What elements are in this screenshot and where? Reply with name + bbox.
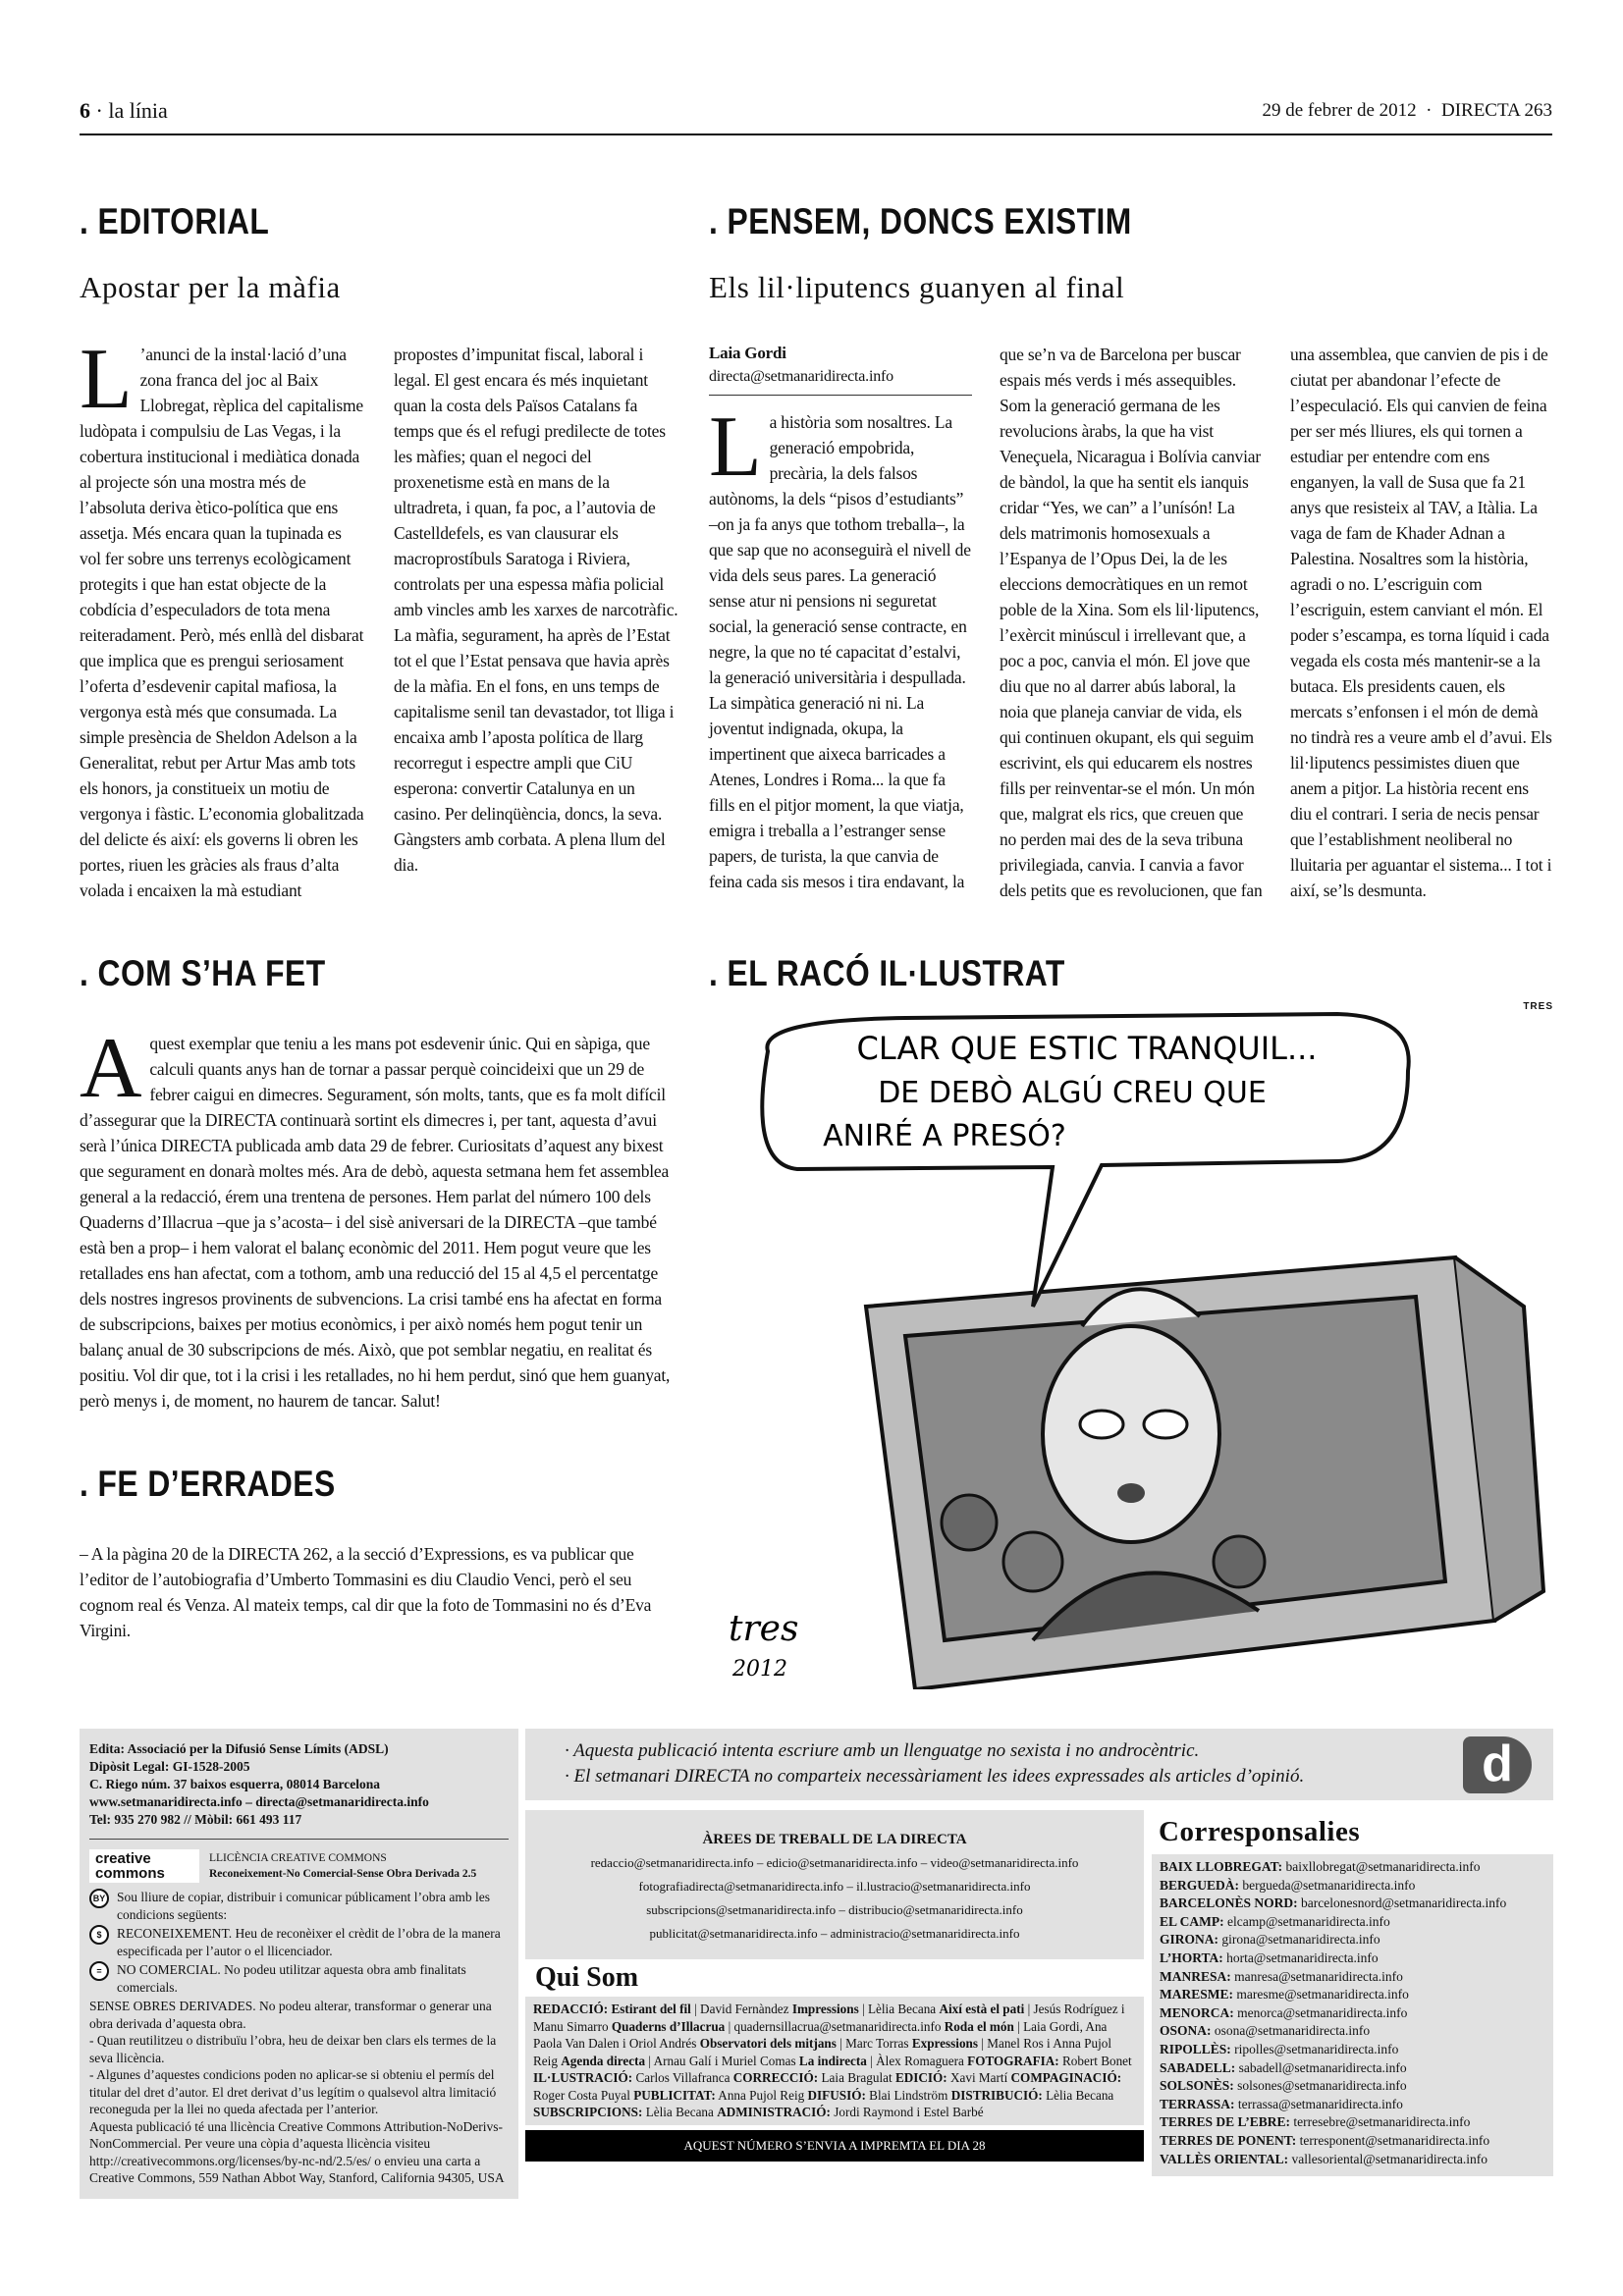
region-email[interactable]: terresponent@setmanaridirecta.info [1299,2132,1490,2148]
credit-segment: CORRECCIÓ: [732,2070,819,2085]
region-name: MENORCA: [1160,2004,1234,2020]
region-email[interactable]: sabadell@setmanaridirecta.info [1238,2059,1407,2075]
credit-segment: Roda el món [944,2018,1014,2034]
cc-condition [89,1925,509,1959]
publisher-line[interactable]: www.setmanaridirecta.info – directa@setmanaridirecta.info [89,1794,429,1809]
region-email[interactable]: girona@setmanaridirecta.info [1221,1932,1380,1948]
pensem-heading: . PENSEM, DONCS EXISTIM [709,201,1132,241]
page-number: 6 [80,98,90,123]
com-sha-fet-body [80,1021,680,1414]
region-email[interactable]: terresebre@setmanaridirecta.info [1293,2114,1471,2130]
region-email[interactable]: osona@setmanaridirecta.info [1214,2023,1371,2039]
credit-segment: COMPAGINACIÓ: [1010,2070,1122,2085]
author-email[interactable]: directa@setmanaridirecta.info [709,365,972,396]
corresponsalia-item [1160,2041,1545,2059]
region-email[interactable]: vallesoriental@setmanaridirecta.info [1291,2151,1488,2166]
credit-segment: SUBSCRIPCIONS: [533,2105,643,2119]
region-name: L’HORTA: [1160,1949,1223,1965]
credit-segment: | Jesús Rodríguez i Manu Simarro [533,2002,1125,2034]
editorial-text: ’anunci de la instal·lació d’una zona franca del joc al Baix Llobregat, rèplica del capitalisme ludòpata i compulsiu de Las Vegas, i la cobertura institucional i mediàtica donada al projecte són una mostra més de l’absoluta deriva ètico-política que ens assetja. Més encara quan la tupinada es vol fer sobre uns terrenys ecològicament protegits i que han estat objecte de la cobdícia d’especuladors de tota mena reiteradament. Però, més enllà del disbarat que implica que es prengui seriosament l’oferta d’esdevenir capital mafiosa, la vergonya està més que consumada. La simple presència de Sheldon Adelson a la Generalitat, rebut per Artur Mas amb tots els honors, ja constitueix un motiu de vergonya i fàstic. L’economia globalitzada del delicte és així: els governs li obren les portes, riuen les gràcies als fraus d’alta volada i encaixen la mà estudiant propostes d’impunitat fiscal, laboral i legal. El gest encara és més inquietant quan la costa dels Països Catalans fa temps que és el refugi predilecte de totes les màfies; quan el negoci del proxenetisme està en mans de la ultradreta, i quan, fa poc, a l’autovia de Castelldefels, es van clausurar els macroprostíbuls Saratoga i Riviera, controlats per una espessa màfia policial amb vincles amb les xarxes de narcotràfic. La màfia, segurament, ha après de l’Estat tot el que l’Estat pensava que havia après de la màfia. En el fons, en uns temps de capitalisme senil tan devastador, tot lliga i encaixa amb l’aposta política de llarg recorregut i espectre ampli que CiU esperona: convertir Catalunya en un casino. Per delinqüència, doncs, la seva. Gàngsters amb corbata. A plena llum del dia. [80,345,678,900]
region-name: BAIX LLOBREGAT: [1160,1859,1283,1874]
credit-segment: Així està el pati [939,2002,1025,2016]
credit-segment: Impressions [791,2002,859,2016]
region-name: BERGUEDÀ: [1160,1877,1240,1893]
top-row [80,200,1553,903]
cc-nd-icon: = [89,1961,109,1981]
fe-derrades-body: – A la pàgina 20 de la DIRECTA 262, a la secció d’Expressions, es va publicar que l’editor de l’autobiografia d’Umberto Tommasini es diu Claudio Venci, però el seu cognom real és Venza. Al mateix temps, cal dir que la foto de Tommasini no és d’Eva Virgini. [80,1544,652,1640]
region-email[interactable]: baixllobregat@setmanaridirecta.info [1285,1859,1481,1874]
credit-segment: | David Fernàndez [690,2002,792,2016]
corresponsalia-item [1160,1895,1545,1913]
region-name: TERRES DE L’EBRE: [1160,2114,1291,2130]
region-name: VALLÈS ORIENTAL: [1160,2151,1289,2166]
page-header-left [80,98,168,124]
credit-segment: | Lèlia Becana [858,2002,940,2016]
region-email[interactable]: menorca@setmanaridirecta.info [1237,2004,1408,2020]
editorial-heading: . EDITORIAL [80,201,270,241]
credit-segment: PUBLICITAT: [633,2087,716,2103]
region-name: GIRONA: [1160,1932,1218,1948]
area-emails[interactable]: subscripcions@setmanaridirecta.info – distribucio@setmanaridirecta.info [646,1902,1023,1917]
cc-nc-icon: $ [89,1925,109,1945]
publisher-line: Edita: Associació per la Difusió Sense Límits (ADSL) [89,1741,389,1756]
editorial-title: Apostar per la màfia [80,270,341,304]
separator: · [95,98,103,123]
disclaimer-line: · El setmanari DIRECTA no comparteix necessàriament les idees expressades als articles d’opinió. [565,1766,1305,1787]
middle-row [80,952,1553,1689]
credit-segment: La indirecta [798,2053,867,2068]
license-subtitle: Reconeixement-No Comercial-Sense Obra Derivada 2.5 [209,1868,477,1880]
credit-segment: | Àlex Romaguera [866,2053,968,2068]
region-email[interactable]: bergueda@setmanaridirecta.info [1242,1877,1416,1893]
corresponsalia-item [1160,1968,1545,1987]
publisher-line: Dipòsit Legal: GI-1528-2005 [89,1759,250,1774]
region-name: TERRASSA: [1160,2096,1235,2111]
raco-heading: . EL RACÓ IL·LUSTRAT [709,953,1065,993]
credit-segment: Agenda directa [561,2053,646,2068]
author-name: Laia Gordi [709,344,786,362]
pensem-section [709,200,1553,903]
cartoon-illustration [709,1012,1553,1689]
issue-date: 29 de febrer de 2012 [1262,100,1417,121]
cc-condition-text: Sou lliure de copiar, distribuir i comunicar públicament l’obra amb les condicions següents: [117,1890,490,1922]
corresponsalia-item [1160,1877,1545,1896]
corresponsalia-item [1160,1986,1545,2004]
disclaimer-line: · Aquesta publicació intenta escriure amb un llenguatge no sexista i no androcèntric. [565,1740,1200,1761]
cc-conditions [89,1889,509,1996]
credit-segment: FOTOGRAFIA: [967,2053,1059,2068]
corresponsalia-item [1160,2132,1545,2151]
corresponsalies-list [1152,1854,1553,2176]
qui-som-title: Qui Som [535,1962,639,1993]
area-emails[interactable]: publicitat@setmanaridirecta.info – administracio@setmanaridirecta.info [649,1926,1020,1941]
region-name: MANRESA: [1160,1968,1231,1984]
qui-som-credits [525,1997,1144,2125]
credit-segment: DIFUSIÓ: [807,2087,866,2103]
corresponsalia-item [1160,2077,1545,2096]
drop-cap: L [709,400,762,495]
region-name: SOLSONÈS: [1160,2078,1234,2094]
credit-segment: | Marc Torras [836,2036,912,2051]
com-sha-fet-text: quest exemplar que teniu a les mans pot esdevenir únic. Qui en sàpiga, que calculi quants anys han de tornar a passar perquè coincideixi que un 29 de febrer caigui en dimecres. Segurament, són molts, tants, que es fa molt difícil d’assegurar que la DIRECTA continuarà sortint els dimecres i, per tant, aquesta d’avui serà l’única DIRECTA publicada amb data 29 de febrer. Curiositats d’aquest any bixest que segurament en donarà moltes més. Ara de debò, aquesta setmana hem fet assemblea general a la redacció, érem una trentena de persones. Hem parlat del número 100 dels Quaderns d’Illacrua –que ja s’acosta– i del sisè aniversari de la DIRECTA –que també està ben a prop– i hem valorat el balanç econòmic del 2011. Hem pogut veure que les retallades ens han afectat, com a tothom, amb una reducció del 15 al 4,5 el percentatge dels nostres ingresos provinents de subvencions. La crisi també ens ha afectat en forma de subscripcions, baixes per motius econòmics, i per això només hem pogut tenir un balanç anual de 30 subscripcions de més. Això, que pot semblar negatiu, en realitat és positiu. Vol dir que, tot i la crisi i les retallades, no hi hem perdut, sinó que hem guanyat, però menys i, de moment, no haurem de tancar. Salut! [80,1034,671,1411]
area-emails[interactable]: fotografiadirecta@setmanaridirecta.info – il.lustracio@setmanaridirecta.info [638,1879,1031,1894]
corresponsalies-title: Corresponsalies [1159,1816,1361,1847]
credit-segment: IL·LUSTRACIÓ: [533,2070,633,2085]
region-email[interactable]: solsones@setmanaridirecta.info [1237,2078,1407,2094]
bubble-line-3: ANIRÉ A PRESÓ? [823,1119,1066,1153]
masthead-area [80,1729,1553,2190]
region-name: RIPOLLÈS: [1160,2041,1231,2056]
region-email[interactable]: ripolles@setmanaridirecta.info [1234,2041,1399,2056]
bubble-line-1: CLAR QUE ESTIC TRANQUIL... [856,1030,1318,1067]
credit-segment: Quaderns d’Illacrua [611,2018,726,2034]
pensem-body [709,342,1553,903]
credit-segment: | Laia Gordi, Ana Paola Van Dalen i Oriol Andrés [533,2018,1108,2051]
cc-condition [89,1889,509,1923]
drop-cap: L [80,332,133,427]
credit-segment: Anna Pujol Reig [715,2087,808,2103]
credit-segment: Lèlia Becana [642,2105,718,2119]
license-text [89,1998,509,2187]
region-name: EL CAMP: [1160,1913,1224,1929]
publisher-line: C. Riego núm. 37 baixos esquerra, 08014 Barcelona [89,1777,380,1791]
corresponsalia-item [1160,1949,1545,1968]
editorial-body [80,332,680,903]
license-paragraph: SENSE OBRES DERIVADES. No podeu alterar, transformar o generar una obra derivada d’aquesta obra. [89,1999,492,2031]
area-emails[interactable]: redaccio@setmanaridirecta.info – edicio@setmanaridirecta.info – video@setmanaridirecta.info [590,1855,1079,1870]
cc-by-icon: BY [89,1889,109,1908]
credit-segment: Lèlia Becana [1042,2087,1114,2103]
header-rule [80,133,1552,135]
com-sha-fet-heading: . COM S’HA FET [80,953,326,993]
credit-segment: ADMINISTRACIÓ: [717,2105,831,2119]
cc-condition-text: RECONEIXEMENT. Heu de reconèixer el crèdit de l’obra de la manera especificada per l’autor o el llicenciador. [117,1926,501,1958]
license-paragraph: Aquesta publicació té una llicència Creative Commons Attribution-NoDerivs- NonCommercial. Per veure una còpia d’aquesta llicència visiteu http://creativecommons.org/licenses/by-nc-nd/2.5/es/ o envieu una carta a Creative Commons, 559 Nathan Abbot Way, Stanford, California 94305, USA [89,2118,505,2185]
areas-box [525,1810,1144,1959]
region-email[interactable]: terrassa@setmanaridirecta.info [1237,2096,1403,2111]
region-email[interactable]: maresme@setmanaridirecta.info [1236,1987,1409,2002]
credit-segment: Carlos Villafranca [632,2070,733,2085]
areas-and-qui-som [525,1810,1144,2162]
corresponsalia-item [1160,1913,1545,1932]
corresponsalia-item [1160,2113,1545,2132]
drop-cap: A [80,1021,142,1116]
license-paragraph: - Quan reutilitzeu o distribuïu l’obra, heu de deixar ben clars els termes de la seva llicència. [89,2033,497,2065]
cc-license-header [89,1849,509,1883]
fe-derrades-heading: . FE D’ERRADES [80,1464,336,1504]
publisher-box [80,1729,518,2199]
region-name: OSONA: [1160,2023,1212,2039]
credit-segment: EDICIÓ: [894,2070,947,2085]
region-name: MARESME: [1160,1987,1233,2002]
region-name: SABADELL: [1160,2059,1236,2075]
cartoon-credit: TRES [1523,1001,1553,1012]
credit-segment: Jordi Raymond i Estel Barbé [830,2105,984,2119]
corresponsalia-item [1160,2151,1545,2169]
signature: tres [729,1609,799,1649]
separator: · [1426,100,1433,121]
directa-logo: d [1463,1736,1532,1793]
corresponsalia-item [1160,2059,1545,2078]
page-content [80,200,1553,2190]
publisher-info [89,1740,509,1840]
print-notice: AQUEST NÚMERO S’ENVIA A IMPREMTA EL DIA 28 [525,2130,1144,2162]
credit-segment: Xavi Martí [947,2070,1011,2085]
pensem-title: Els lil·liputencs guanyen al final [709,270,1125,304]
credit-segment: Roger Costa Puyal [533,2087,634,2103]
page-header-right [1262,100,1552,122]
credit-segment: Expressions [911,2036,979,2051]
region-email[interactable]: manresa@setmanaridirecta.info [1234,1968,1403,1984]
credit-segment: Observatori dels mitjans [699,2036,837,2051]
region-email[interactable]: horta@setmanaridirecta.info [1226,1949,1379,1965]
credit-segment: Estirant del fil [611,2002,691,2016]
cc-condition-text: NO COMERCIAL. No podeu utilitzar aquesta obra amb finalitats comercials. [117,1962,466,1995]
license-paragraph: - Algunes d’aquestes condicions poden no aplicar-se si obteniu el permís del titular del dret d’autor. El dret derivat d’us legítim o qualsevol altra limitació reconeguda per la llei no queda afectada per l’anterior. [89,2067,497,2116]
creative-commons-logo: creative commons [89,1849,199,1883]
credit-segment: | Manel Ros i Anna Pujol Reig [533,2036,1111,2068]
region-email[interactable]: elcamp@setmanaridirecta.info [1227,1913,1390,1929]
credit-segment: Blai Lindström [865,2087,951,2103]
publisher-line: Tel: 935 270 982 // Mòbil: 661 493 117 [89,1812,302,1827]
section-name: la línia [108,98,168,123]
bubble-line-2: DE DEBÒ ALGÚ CREU QUE [878,1076,1267,1110]
cc-condition [89,1961,509,1996]
region-name: BARCELONÈS NORD: [1160,1896,1298,1911]
editorial-section [80,200,680,903]
corresponsalia-item [1160,1858,1545,1877]
credit-segment: Laia Bragulat [818,2070,895,2085]
credit-segment: DISTRIBUCIÓ: [950,2087,1043,2103]
credit-segment: | quadernsillacrua@setmanaridirecta.info [725,2018,945,2034]
credit-segment: | Arnau Galí i Muriel Comas [645,2053,799,2068]
disclaimer-box [525,1729,1553,1800]
credit-segment: REDACCIÓ: [533,2002,612,2016]
region-email[interactable]: barcelonesnord@setmanaridirecta.info [1301,1896,1507,1911]
corresponsalia-item [1160,2096,1545,2114]
region-name: TERRES DE PONENT: [1160,2132,1297,2148]
corresponsalia-item [1160,2022,1545,2041]
left-middle-column [80,952,680,1643]
license-title: LLICÈNCIA CREATIVE COMMONS [209,1852,387,1864]
areas-title: ÀREES DE TREBALL DE LA DIRECTA [702,1832,967,1847]
pensem-text: a història som nosaltres. La generació empobrida, precària, la dels falsos autònoms, la dels “pisos d’estudiants” –on ja fa anys que tothom treballa–, la que sap que no aconseguirà el nivell de vida dels seus pares. La generació sense atur ni pensions ni seguretat social, la generació sense contracte, en negre, la que no té capacitat d’estalvi, la generació universitària i despullada. La simpàtica generació ni ni. La joventut indignada, okupa, la impertinent que aixeca barricades a Atenes, Londres i Roma... la que fa fills en el pitjor moment, la que viatja, emigra i treballa a l’estranger sense papers, de turista, la que canvia de feina cada sis mesos i tira endavant, la que se’n va de Barcelona per buscar espais més verds i més assequibles. Som la generació germana de les revolucions àrabs, la que ha vist Veneçuela, Nicaragua i Bolívia canviar de bàndol, la que ha sentit els ianquis cridar “Yes, we can” a l’unísón! La dels matrimonis homosexuals a l’Espanya de l’Opus Dei, la de les eleccions democràtiques en un remot poble de la Xina. Som els lil·liputencs, l’exèrcit minúscul i irrellevant que, a poc a poc, canvia el món. El jove que diu que no al darrer abús laboral, la noia que planeja canviar de vida, els qui continuen okupant, els qui seguim escrivint, els qui educarem els nostres fills per reinventar-se el món. Un món que, malgrat els rics, que creuen que no perden mai des de la seva tribuna privilegiada, canvia. I canvia a favor dels petits que es revolucionen, que fan una assemblea, que canvien de pis i de ciutat per abandonar l’efecte de l’especulació. Els qui canvien de feina per ser més lliures, els qui tornen a estudiar per entendre com ens enganyen, la vall de Susa que fa 21 anys que resisteix al TAV, a Itàlia. La vaga de fam de Khader Adnan a Palestina. Nosaltres som la història, agradi o no. L’escriguin com l’escriguin, estem canviant el món. El poder s’escampa, es torna líquid i cada vegada els costa més mantenir-se a la butaca. Els presidents cauen, els mercats s’enfonsen i el món de demà no tindrà res a veure amb el d’avui. Els lil·liputencs pessimistes diuen que anem a pitjor. La història recent ens diu el contrari. I seria de necis pensar que l’establishment neoliberal no lluitaria per aguantar el sistema... I tot i així, se’ls desmunta. [709,345,1552,900]
corresponsalia-item [1160,1931,1545,1949]
credit-segment: Robert Bonet [1058,2053,1132,2068]
signature-year: 2012 [732,1657,787,1682]
raco-section [709,952,1553,1689]
issue-number: DIRECTA 263 [1440,100,1552,121]
corresponsalia-item [1160,2004,1545,2023]
